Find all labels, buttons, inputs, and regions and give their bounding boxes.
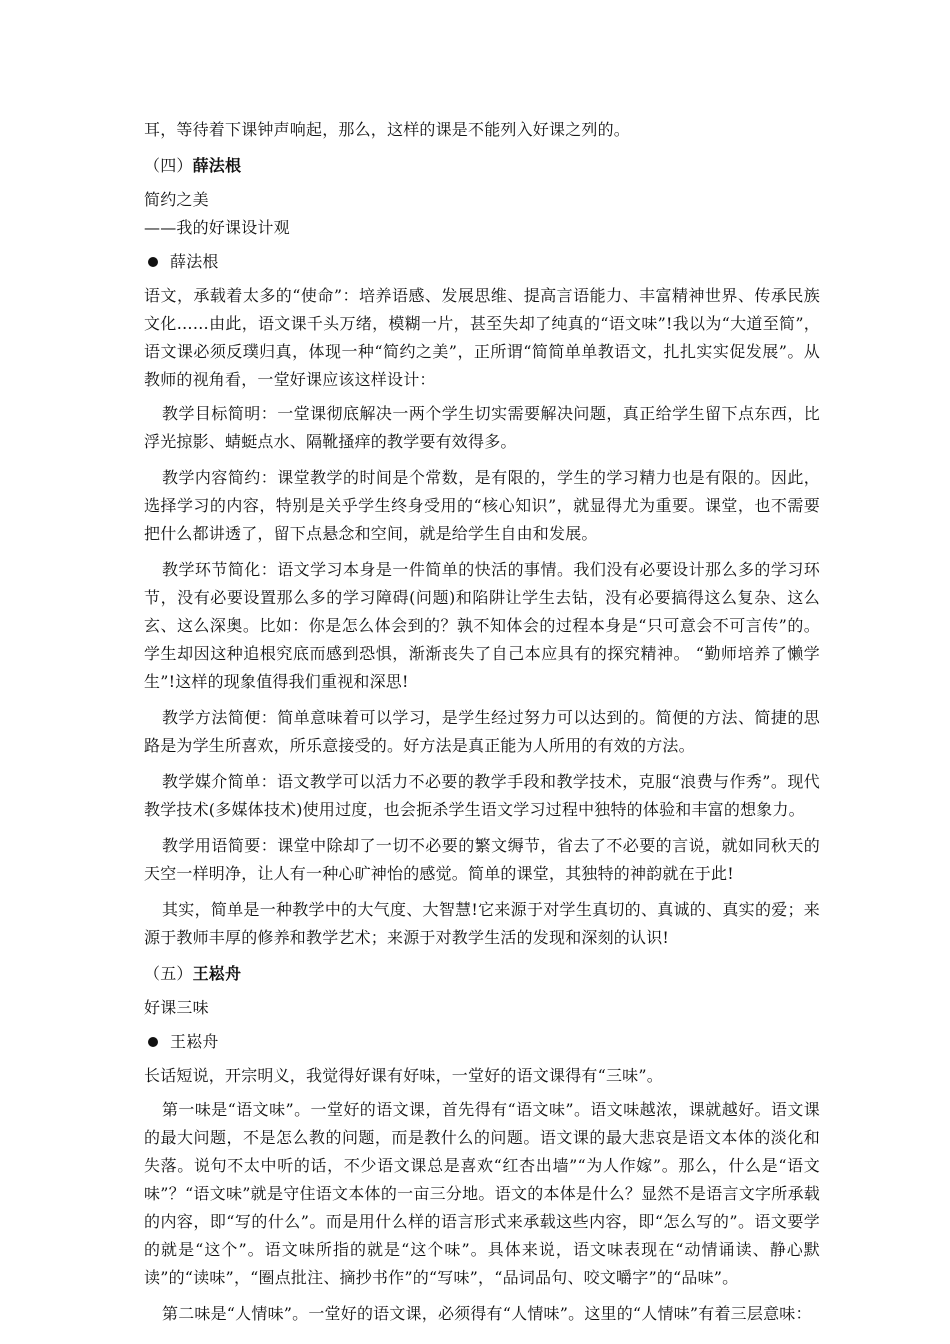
section-author-name: 薛法根 (192, 156, 242, 175)
paragraph: 第一味是“语文味”。一堂好的语文课，首先得有“语文味”。语文味越浓，课就越好。语文课的最大问题，不是怎么教的问题，而是教什么的问题。语文课的最大悲哀是语文本体的淡化和失落。说句不太中听的话，不少语文课总是喜欢“红杏出墙”“为人作嫁”。那么，什么是“语文味”？“语文味”就是守住语文本体的一亩三分地。语文的本体是什么？显然不是语言文字所承载的内容，即“写的什么”。而是用什么样的语言形式来承载这些内容，即“怎么写的”。语文要学的就是“这个”。语文味所指的就是“这个味”。具体来说，语文味表现在“动情诵读、静心默读”的“读味”，“圈点批注、摘抄书作”的“写味”，“品词品句、咬文嚼字”的“品味”。 (144, 1100, 820, 1287)
section-number: （四） (144, 156, 193, 175)
article-subtitle: ——我的好课设计观 (144, 218, 290, 237)
opening-line: 耳，等待着下课钟声响起，那么，这样的课是不能列入好课之列的。 (144, 120, 631, 139)
intro-paragraph: 语文，承载着太多的“使命”：培养语感、发展思维、提高言语能力、丰富精神世界、传承民族文化……由此，语文课千头万绪，模糊一片，甚至失却了纯真的“语文味”!我以为“大道至简”，语文课必须反璞归真，体现一种“简约之美”，正所谓“简简单单教语文，扎扎实实促发展”。从教师的视角看，一堂好课应该这样设计： (144, 286, 820, 389)
article-title: 好课三味 (144, 998, 209, 1017)
paragraph: 第二味是“人情味”。一堂好的语文课，必须得有“人情味”。这里的“人情味”有着三层意味： (162, 1304, 812, 1323)
paragraph: 教学用语简要：课堂中除却了一切不必要的繁文缛节，省去了不必要的言说，就如同秋天的天空一样明净，让人有一种心旷神怡的感觉。简单的课堂，其独特的神韵就在于此! (144, 836, 820, 883)
author-name: 王崧舟 (170, 1032, 219, 1051)
paragraph: 教学媒介简单：语文教学可以活力不必要的教学手段和教学技术，克服“浪费与作秀”。现代教学技术(多媒体技术)使用过度，也会扼杀学生语文学习过程中独特的体验和丰富的想象力。 (144, 772, 820, 819)
paragraph: 其实，简单是一种教学中的大气度、大智慧!它来源于对学生真切的、真诚的、真实的爱；来源于教师丰厚的修养和教学艺术；来源于对教学生活的发现和深刻的认识! (144, 900, 820, 947)
bullet-icon (148, 257, 158, 267)
section-heading-5 (144, 960, 820, 988)
bullet-icon (148, 1037, 158, 1047)
section-heading-4 (144, 152, 820, 180)
paragraph: 教学内容简约：课堂教学的时间是个常数，是有限的，学生的学习精力也是有限的。因此，选择学习的内容，特别是关乎学生终身受用的“核心知识”，就显得尤为重要。课堂，也不需要把什么都讲透了，留下点悬念和空间，就是给学生自由和发展。 (144, 468, 820, 543)
intro-paragraph: 长话短说，开宗明义，我觉得好课有好味，一堂好的语文课得有“三味”。 (144, 1066, 663, 1085)
paragraph: 教学环节简化：语文学习本身是一件简单的快活的事情。我们没有必要设计那么多的学习环节，没有必要设置那么多的学习障碍(问题)和陷阱让学生去钻，没有必要搞得这么复杂、这么玄、这么深奥。比如：你是怎么体会到的？孰不知体会的过程本身是“只可意会不可言传”的。学生却因这种追根究底而感到恐惧，渐渐丧失了自己本应具有的探究精神。 “勤师培养了懒学生”!这样的现象值得我们重视和深思! (144, 560, 820, 691)
paragraph: 教学方法简便：简单意味着可以学习，是学生经过努力可以达到的。简便的方法、简捷的思路是为学生所喜欢，所乐意接受的。好方法是真正能为人所用的有效的方法。 (144, 708, 820, 755)
author-line (144, 248, 820, 276)
author-line (144, 1028, 820, 1056)
section-number: （五） (144, 964, 193, 983)
article-title: 简约之美 (144, 190, 209, 209)
author-name: 薛法根 (170, 252, 219, 271)
section-author-name: 王崧舟 (192, 964, 242, 983)
document-page (144, 116, 820, 1336)
paragraph: 教学目标简明：一堂课彻底解决一两个学生切实需要解决问题，真正给学生留下点东西，比浮光掠影、蜻蜓点水、隔靴搔痒的教学要有效得多。 (144, 404, 820, 451)
